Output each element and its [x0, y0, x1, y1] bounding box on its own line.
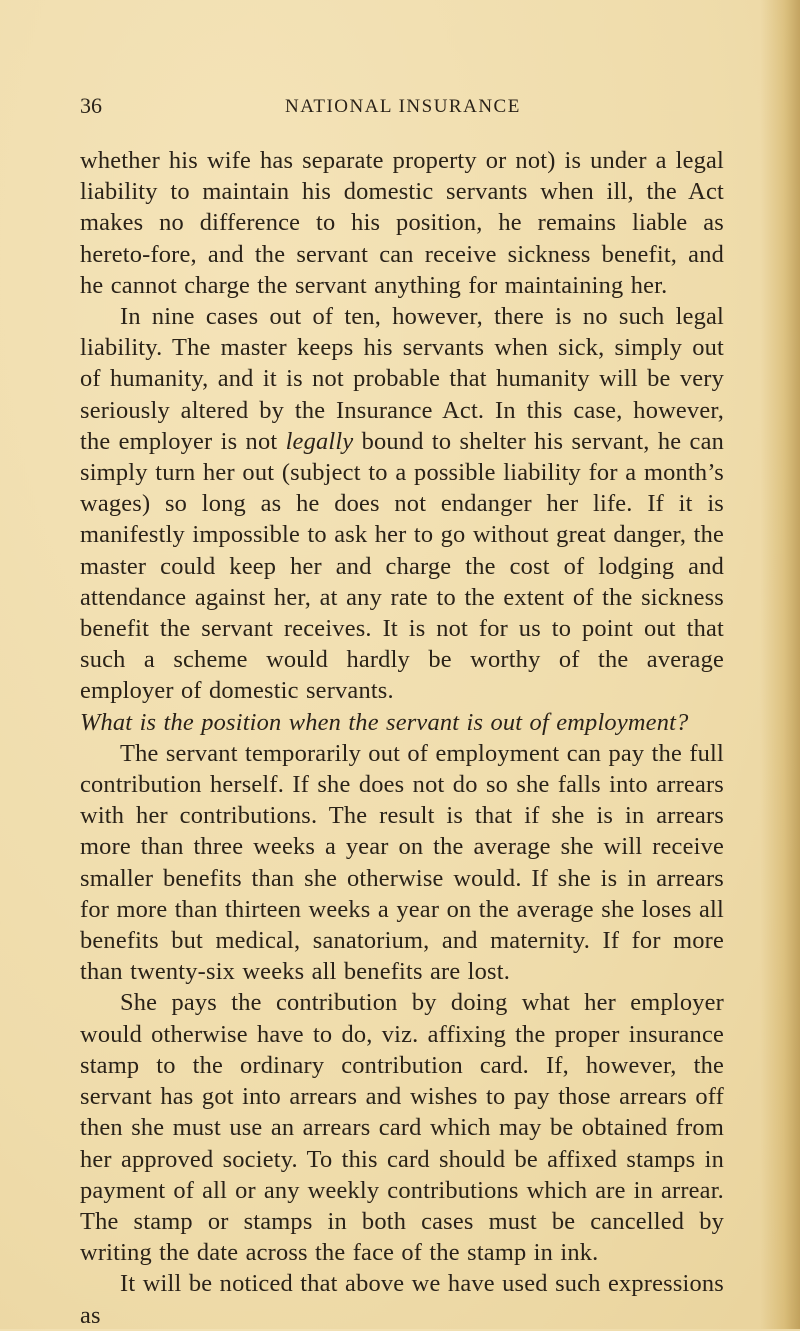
text-segment: bound to shelter his servant, he can simply turn her out (subject to a possible liability for a month’s wages) so long as he does not endanger her life. If it is manifestly impossible to ask her to go without great danger, the master could keep her and charge the cost of lodging and attendance against her, at any rate to the extent of the sickness benefit the servant receives. It is not for us to point out that such a scheme would hardly be worthy of the average employer of domestic servants.: [80, 427, 724, 705]
paragraph: [80, 987, 724, 1268]
text-segment: In nine cases out of ten, however, there is no such legal liability. The master keeps his servants when sick, simply out of humanity, and it is not probable that humanity will be very seriously altered by the Insurance Act. In this case, however, the employer is not: [80, 303, 724, 455]
paragraph: [80, 738, 724, 988]
text-segment: It will be noticed that above we have used such expressions as: [80, 1270, 724, 1329]
text-segment: The servant temporarily out of employment can pay the full contribution herself. If she does not do so she falls into arrears with her contributions. The result is that if she is in arrears more than three weeks a year on the average she will receive smaller benefits than she otherwise would. If she is in arrears for more than thirteen weeks a year on the average she loses all benefits but medical, sanatorium, and maternity. If for more than twenty-six weeks all benefits are lost.: [80, 739, 724, 986]
text-segment: She pays the contribution by doing what her employer would otherwise have to do, viz. affixing the proper insurance stamp to the ordinary contribution card. If, however, the servant has got into arrears and wishes to pay those arrears off then she must use an arrears card which may be obtained from her approved society. To this card should be affixed stamps in payment of all or any weekly contributions which are in arrear. The stamp or stamps in both cases must be cancelled by writing the date across the face of the stamp in ink.: [80, 989, 724, 1267]
page-header: [80, 93, 724, 123]
section-question: [80, 707, 724, 738]
body-text: [80, 145, 724, 1331]
italic-heading: What is the position when the servant is out of employment?: [80, 708, 689, 736]
running-title: NATIONAL INSURANCE: [285, 96, 521, 117]
page-number: 36: [80, 93, 102, 118]
page-edge-shadow: [760, 0, 800, 1329]
paragraph: [80, 301, 724, 707]
paragraph: [80, 145, 724, 301]
emphasis-text: legally: [285, 427, 354, 455]
text-segment: whether his wife has separate property or not) is under a legal liability to maintain his domestic servants when ill, the Act makes no difference to his position, he remains liable as hereto-fore, and the servant can receive sickness benefit, and he cannot charge the servant anything for maintaining her.: [80, 147, 724, 299]
paragraph: [80, 1268, 724, 1330]
